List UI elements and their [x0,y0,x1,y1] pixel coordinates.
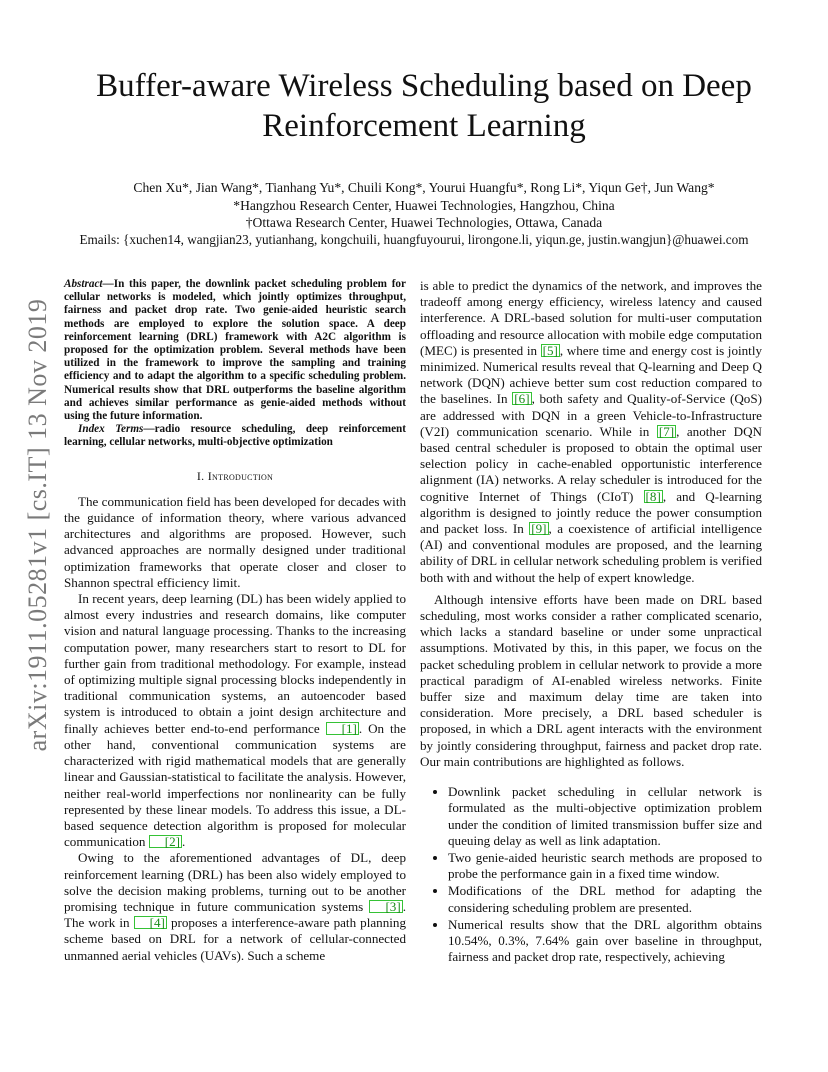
contribution-item: • Numerical results show that the DRL algorithm obtains 10.54%, 0.3%, 7.64% gain over baseline in throughput, fairness and packet drop rate, respectively, achieving [448,917,762,966]
text-run: In recent years, deep learning (DL) has been widely applied to almost every industries and research domains, like computer vision and natural language processing. Thanks to the increasing computation power, many researchers start to resort to DL for further gain from traditional methodology. For example, instead of optimizing multiple signal processing blocks independently in traditional communication systems, an autoencoder based system is introduced to obtain a joint design architecture and finally achieves better end-to-end performance [64,591,406,736]
citation-link[interactable]: [3] [369,900,402,913]
author-list: Chen Xu*, Jian Wang*, Tianhang Yu*, Chuili Kong*, Yourui Huangfu*, Rong Li*, Yiqun Ge†, Jun Wang* [133,180,715,195]
citation-link[interactable]: [9] [531,521,547,537]
intro-paragraph-2 [64,591,406,850]
text-run: , and Q-learning algorithm is designed to jointly reduce the power consumption and packet loss. In [420,488,762,537]
text-run: is able to predict the dynamics of the network, and improves the tradeoff among energy efficiency, wireless latency and caused interference. A DRL-based solution for multi-user computation offloading and resource allocation with mobile edge computation (MEC) is presented in [420,278,762,358]
abstract-lead: Abstract [64,278,103,290]
citation-link[interactable]: [1] [326,722,359,735]
abstract-text: —In this paper, the downlink packet scheduling problem for cellular networks is modeled, which jointly optimizes throughput, fairness and packet drop rate. Two genie-aided heuristic search methods are employed to explore the solution space. A deep reinforcement learning (DRL) framework with A2C algorithm is proposed for the optimization problem. Several methods have been utilized in the framework to improve the sampling and training efficiency and to adapt the algorithm to a specific scheduling problem. Numerical results show that DRL outperforms the baseline algorithm and achieves similar performance as genie-aided methods without using the future information. [64,278,406,423]
text-run: proposes a interference-aware path planning scheme based on DRL for a network of cellular-connected unmanned aerial vehicles (UAVs). Such a scheme [64,915,406,963]
text-run: . On the other hand, conventional communication systems are characterized with rigid mathematical models that are generally linear and Gaussian-statistical to facilitate the analysis. However, neither real-world imperfections nor nonlinearity can be fully represented by these linear models. To address this issue, a DL-based sequence detection algorithm is proposed for molecular communication [64,720,406,850]
intro-paragraph-1: The communication field has been developed for decades with the guidance of information theory, where various advanced architectures and algorithms are proposed. However, such advanced approaches are normally designed under traditional optimization frameworks that operate closer and closer to Shannon spectral efficiency limit. [64,493,406,590]
citation-link[interactable]: [4] [134,916,167,929]
contribution-item: • Modifications of the DRL method for adapting the considering scheduling problem are presented. [448,883,762,915]
contributions-list [420,784,762,965]
text-run: , both safety and Quality-of-Service (QoS) are addressed with DQN in a green Vehicle-to-Infrastructure (V2I) communication scenario. While in [420,391,762,439]
index-terms-lead: Index Terms [78,423,144,436]
author-emails: Emails: {xuchen14, wangjian23, yutianhang, kongchuili, huangfuyourui, lirongone.li, yiqun.ge, justin.wangjun}@huawei.com [79,232,749,247]
right-column [420,278,762,966]
text-run: , a coexistence of artificial intelligence (AI) and conventional modules are proposed, and the learning ability of DRL in cellular network scheduling problem is verified both with and without the help of expert knowledge. [420,521,762,585]
abstract [64,278,406,423]
citation-link[interactable]: [5] [542,342,558,358]
arxiv-identifier-text: arXiv:1911.05281v1 [cs.IT] 13 Nov 2019 [23,298,52,752]
index-terms [64,423,406,449]
citation-link[interactable]: [8] [645,488,661,504]
arxiv-identifier-stamp [18,290,58,760]
text-run: . The work in [64,898,406,931]
index-terms-text: —radio resource scheduling, deep reinforcement learning, cellular networks, multi-objective optimization [64,423,406,449]
contribution-item: • Downlink packet scheduling in cellular network is formulated as the multi-objective optimization problem under the condition of limited transmission buffer size and queuing delay as well as link adaptation. [448,784,762,849]
text-run: Owing to the aforementioned advantages of DL, deep reinforcement learning (DRL) has been also widely employed to solve the decision making problems, turning out to be another promising technique in future communication systems [64,850,406,914]
intro-paragraph-4: Although intensive efforts have been made on DRL based scheduling, most works consider a rather complicated scenario, which lacks a standard baseline or under some unpractical assumptions. Motivated by this, in this paper, we focus on the packet scheduling problem in cellular network to provide a more practical paradigm of AI-enabled wireless networks. Finite buffer size and maximum delay time are taken into consideration. More precisely, a DRL based scheduler is proposed, in which a DRL agent interacts with the environment by jointly considering throughput, fairness and packet drop rate. Our main contributions are highlighted as follows. [420,591,762,769]
affiliation-ottawa: †Ottawa Research Center, Huawei Technologies, Ottawa, Canada [245,215,603,230]
section-heading-introduction: I. Introduction [196,468,274,483]
contribution-item: • Two genie-aided heuristic search methods are proposed to probe the performance gain in a fixed time window. [448,850,762,882]
text-run: . [182,834,186,850]
intro-paragraph-3-continued [420,278,762,586]
left-column [64,278,406,964]
intro-paragraph-3 [64,850,406,963]
affiliation-hangzhou: *Hangzhou Research Center, Huawei Technologies, Hangzhou, China [233,198,615,213]
citation-link[interactable]: [2] [149,835,182,848]
paper-title: Buffer-aware Wireless Scheduling based on Deep Reinforcement Learning [96,68,752,144]
text-run: , another DQN based central scheduler is proposed to obtain the optimal user selection policy in cache-enabled opportunistic interference alignment (IA) networks. A relay scheduler is introduced for the cognitive Internet of Things (CIoT) [420,423,762,504]
citation-link[interactable]: [6] [514,391,530,407]
citation-link[interactable]: [7] [658,423,675,439]
text-run: , where time and energy cost is jointly minimized. Numerical results reveal that Q-learning and Deep Q network (DQN) achieve better sum cost reduction compared to the baselines. In [420,342,762,407]
